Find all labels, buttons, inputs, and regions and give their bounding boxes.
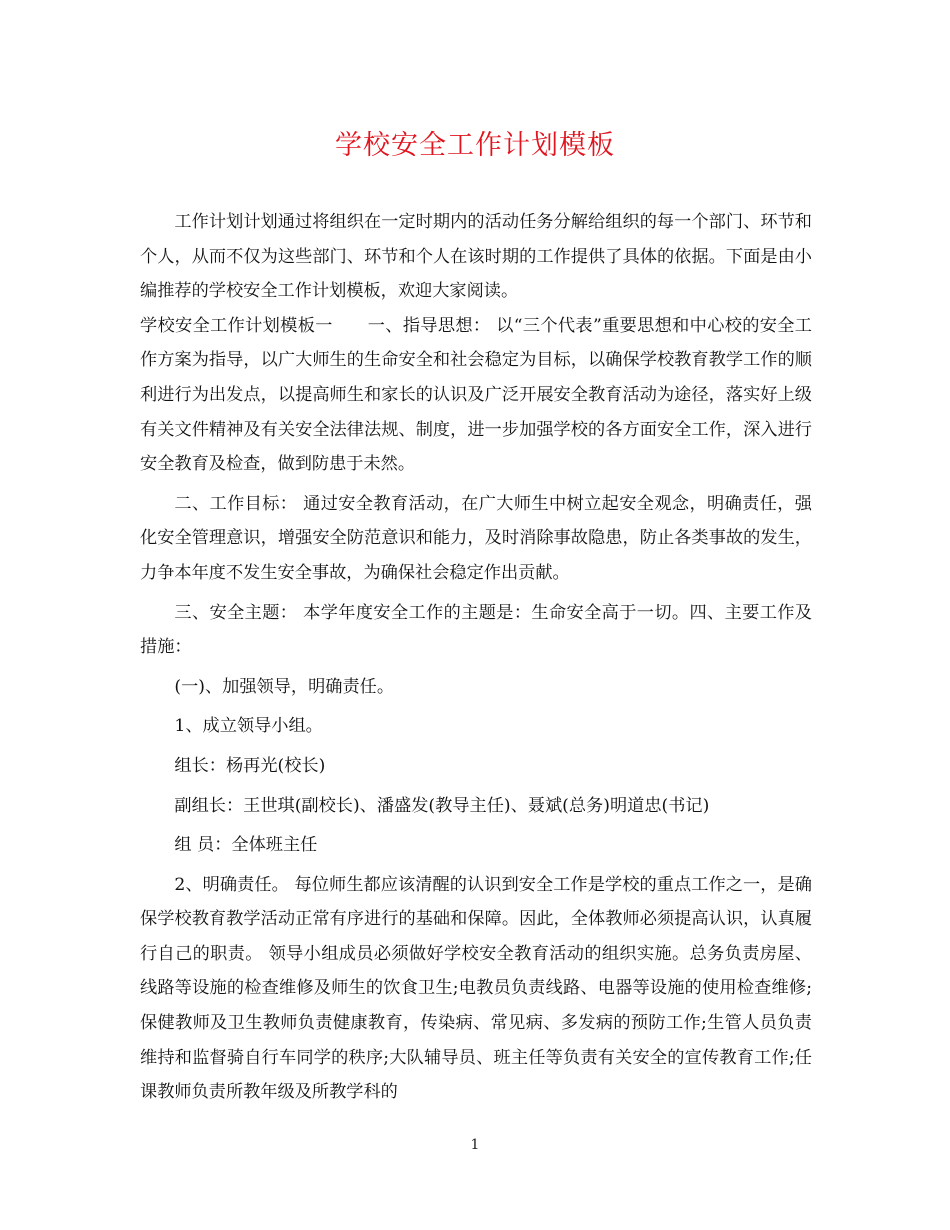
paragraph-deputy-leaders: 副组长：王世琪(副校长)、潘盛发(教导主任)、聂斌(总务)明道忠(书记) [174, 795, 710, 816]
paragraph-clarify-responsibility: 2、明确责任。 每位师生都应该清醒的认识到安全工作是学校的重点工作之一，是确保学校教育教学活动正常有序进行的基础和保障。因此，全体教师必须提高认识，认真履行自己的职责。 领导小组成员必须做好学校安全教育活动的组织实施。总务负责房屋、线路等设施的检查维修及师生的饮食卫生;电教员负责线路、电器等设施的使用检查维修;保健教师及卫生教师负责健康教育，传染病、常见病、多发病的预防工作;生管人员负责维持和监督骑自行车同学的秩序;大队辅导员、班主任等负责有关安全的宣传教育工作;任课教师负责所教年级及所教学科的 [140, 874, 812, 1103]
paragraph-members: 组 员：全体班主任 [174, 835, 318, 856]
document-title: 学校安全工作计划模板 [335, 130, 615, 161]
paragraph-intro: 工作计划计划通过将组织在一定时期内的活动任务分解给组织的每一个部门、环节和个人，从而不仅为这些部门、环节和个人在该时期的工作提供了具体的依据。下面是由小编推荐的学校安全工作计划模板，欢迎大家阅读。 [140, 212, 812, 302]
paragraph-guiding-ideology: 学校安全工作计划模板一 一、指导思想： 以“三个代表”重要思想和中心校的安全工作方案为指导，以广大师生的生命安全和社会稳定为目标，以确保学校教育教学工作的顺利进行为出发点，以提高师生和家长的认识及广泛开展安全教育活动为途径，落实好上级有关文件精神及有关安全法律法规、制度，进一步加强学校的各方面安全工作，深入进行安全教育及检查，做到防患于未然。 [140, 315, 812, 475]
paragraph-leadership-group: 1、成立领导小组。 [174, 716, 323, 737]
paragraph-group-leader: 组长：杨再光(校长) [174, 755, 326, 776]
page-number: 1 [470, 1137, 480, 1153]
document-body [140, 205, 812, 1110]
paragraph-strengthen-leadership: (一)、加强领导，明确责任。 [174, 676, 395, 697]
paragraph-safety-theme: 三、安全主题： 本学年度安全工作的主题是：生命安全高于一切。四、主要工作及措施： [140, 602, 812, 658]
paragraph-work-goals: 二、工作目标： 通过安全教育活动，在广大师生中树立起安全观念，明确责任，强化安全管理意识，增强安全防范意识和能力，及时消除事故隐患，防止各类事故的发生，力争本年度不发生安全事故，为确保社会稳定作出贡献。 [140, 493, 812, 583]
